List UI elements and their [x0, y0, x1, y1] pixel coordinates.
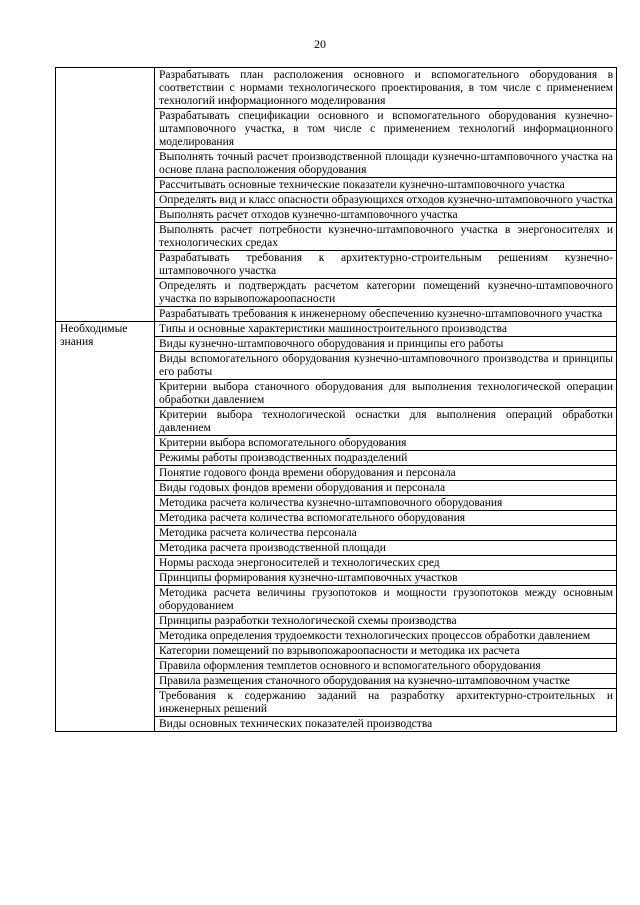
table-row	[56, 322, 617, 337]
item-cell: Методика определения трудоемкости технологических процессов обработки давлением	[155, 629, 617, 644]
item-cell: Выполнять расчет потребности кузнечно-штамповочного участка в энергоносителях и технологических средах	[155, 223, 617, 251]
category-cell	[56, 68, 155, 322]
item-cell: Типы и основные характеристики машиностроительного производства	[155, 322, 617, 337]
item-cell: Методика расчета величины грузопотоков и мощности грузопотоков между основным оборудованием	[155, 586, 617, 614]
item-cell: Нормы расхода энергоносителей и технологических сред	[155, 556, 617, 571]
item-cell: Категории помещений по взрывопожароопасности и методика их расчета	[155, 644, 617, 659]
item-cell: Рассчитывать основные технические показатели кузнечно-штамповочного участка	[155, 178, 617, 193]
item-cell: Методика расчета количества вспомогательного оборудования	[155, 511, 617, 526]
page-number: 20	[314, 37, 326, 51]
item-cell: Критерии выбора станочного оборудования для выполнения технологической операции обработки давлением	[155, 380, 617, 408]
item-cell: Виды годовых фондов времени оборудования и персонала	[155, 481, 617, 496]
item-cell: Критерии выбора вспомогательного оборудования	[155, 436, 617, 451]
item-cell: Принципы разработки технологической схемы производства	[155, 614, 617, 629]
item-cell: Правила оформления темплетов основного и вспомогательного оборудования	[155, 659, 617, 674]
table-body	[56, 68, 617, 732]
item-cell: Определять и подтверждать расчетом категории помещений кузнечно-штамповочного участка по взрывопожароопасности	[155, 279, 617, 307]
item-cell: Выполнять расчет отходов кузнечно-штамповочного участка	[155, 208, 617, 223]
category-cell: Необходимые знания	[56, 322, 155, 732]
item-cell: Разрабатывать требования к архитектурно-строительным решениям кузнечно-штамповочного участка	[155, 251, 617, 279]
item-cell: Понятие годового фонда времени оборудования и персонала	[155, 466, 617, 481]
requirements-table	[55, 67, 617, 732]
table-row	[56, 68, 617, 109]
item-cell: Режимы работы производственных подразделений	[155, 451, 617, 466]
item-cell: Виды кузнечно-штамповочного оборудования и принципы его работы	[155, 337, 617, 352]
item-cell: Методика расчета количества кузнечно-штамповочного оборудования	[155, 496, 617, 511]
item-cell: Правила размещения станочного оборудования на кузнечно-штамповочном участке	[155, 674, 617, 689]
item-cell: Выполнять точный расчет производственной площади кузнечно-штамповочного участка на основе плана расположения оборудования	[155, 150, 617, 178]
item-cell: Требования к содержанию заданий на разработку архитектурно-строительных и инженерных решений	[155, 689, 617, 717]
item-cell: Методика расчета производственной площади	[155, 541, 617, 556]
item-cell: Разрабатывать план расположения основного и вспомогательного оборудования в соответствии с нормами технологического проектирования, в том числе с применением технологий информационного моделирования	[155, 68, 617, 109]
item-cell: Критерии выбора технологической оснастки для выполнения операций обработки давлением	[155, 408, 617, 436]
item-cell: Разрабатывать требования к инженерному обеспечению кузнечно-штамповочного участка	[155, 307, 617, 322]
item-cell: Виды основных технических показателей производства	[155, 717, 617, 732]
item-cell: Методика расчета количества персонала	[155, 526, 617, 541]
item-cell: Разрабатывать спецификации основного и вспомогательного оборудования кузнечно-штамповочного участка, в том числе с применением технологий информационного моделирования	[155, 109, 617, 150]
item-cell: Виды вспомогательного оборудования кузнечно-штамповочного производства и принципы его работы	[155, 352, 617, 380]
item-cell: Определять вид и класс опасности образующихся отходов кузнечно-штамповочного участка	[155, 193, 617, 208]
item-cell: Принципы формирования кузнечно-штамповочных участков	[155, 571, 617, 586]
